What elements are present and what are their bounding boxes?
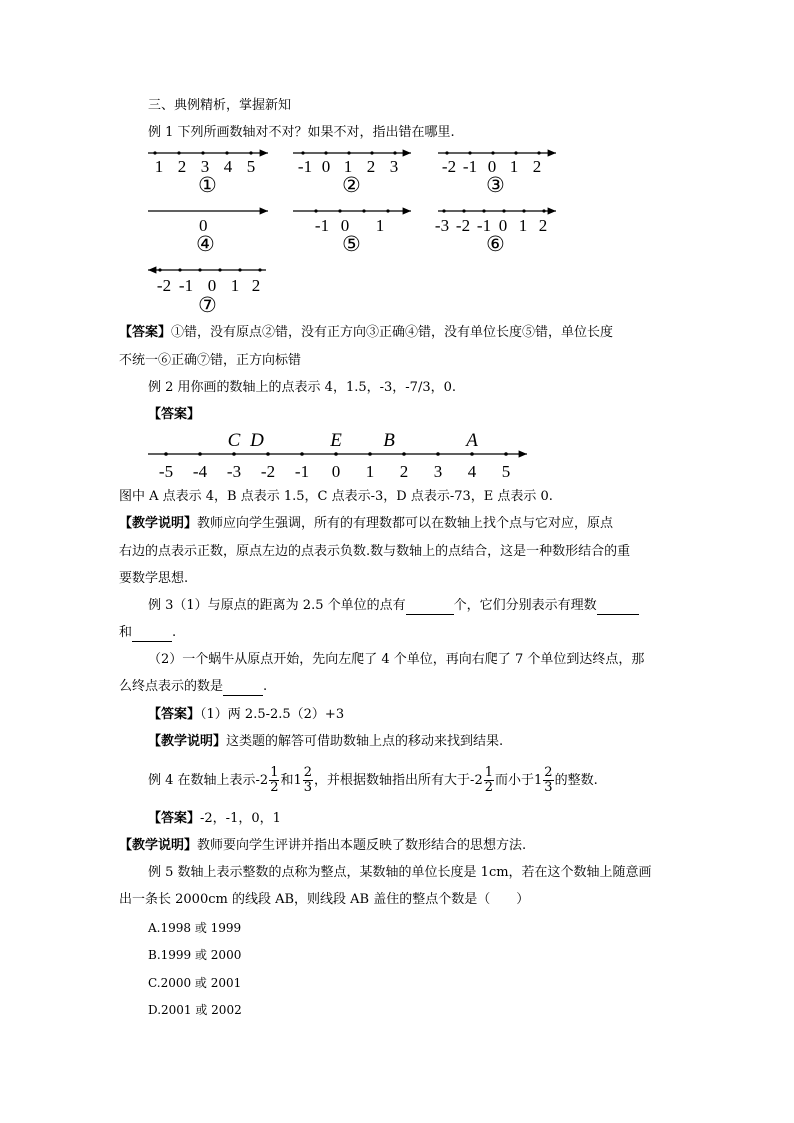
tick-dot [514, 151, 517, 154]
tick-dot [314, 209, 317, 212]
axis-tick-label: 3 [200, 157, 210, 176]
ex3-text-b: 个，它们分别表示有理数 [453, 598, 597, 613]
tick-dot [324, 151, 327, 154]
ex3-text-e: 么终点表示的数是 [119, 679, 224, 694]
option-c[interactable]: C.2000 或 2001 [148, 976, 242, 990]
point-label-B: B [383, 430, 395, 451]
axis-tick-label: 1 [343, 157, 353, 176]
example-2-caption: 图中 A 点表示 4，B 点表示 1.5，C 点表示-3，D 点表示-73，E 点表示 0. [119, 489, 553, 504]
axis-tick-label: 0 [207, 276, 217, 295]
axis-4 [148, 211, 268, 256]
tick-dot [266, 452, 270, 456]
tick-dot [218, 268, 221, 271]
axis-4-mark: ④ [196, 232, 215, 256]
axis-2-mark: ② [342, 173, 361, 197]
ex3-blank-3[interactable] [132, 627, 172, 642]
tick-label: 5 [501, 462, 511, 481]
note-1-line1 [119, 515, 613, 533]
tick-dot [393, 151, 396, 154]
fraction-2-3-b: $\frac{2}{3}$ [544, 765, 553, 795]
axis-1-mark: ① [198, 173, 217, 197]
tick-dot [232, 452, 236, 456]
tick-dot [542, 209, 545, 212]
answer-tag: 【答案】 [148, 811, 201, 826]
example-3-line2 [119, 624, 176, 642]
ex4-text-5: 的整数. [554, 773, 598, 788]
example-3-note [148, 733, 503, 751]
option-a[interactable]: A.1998 或 1999 [148, 921, 242, 935]
axis-tick-label: 1 [154, 157, 164, 176]
tick-dot [362, 209, 365, 212]
tick-dot [198, 268, 201, 271]
axis-tick-label: 2 [538, 216, 548, 235]
tick-label: 2 [399, 462, 409, 481]
ex3-text-a: 例 3（1）与原点的距离为 2.5 个单位的点有 [148, 598, 406, 613]
example-2-question: 例 2 用你画的数轴上的点表示 4，1.5，-3，-7/3，0. [148, 380, 456, 395]
axis-tick-label: 1 [230, 276, 240, 295]
axis-tick-label: -2 [441, 157, 457, 176]
tick-label: 1 [365, 462, 375, 481]
example-1-answer-line2: 不统一⑥正确⑦错，正方向标错 [119, 353, 302, 368]
axis-tick-label: -1 [297, 157, 313, 176]
axis-tick-label: 2 [366, 157, 376, 176]
answer-text: -2，-1，0，1 [200, 811, 281, 826]
axis-tick-label: 2 [532, 157, 542, 176]
option-b[interactable]: B.1999 或 2000 [148, 948, 242, 962]
axis-4-label: 0 [199, 216, 208, 235]
ex3-blank-1[interactable] [406, 600, 454, 615]
example-3-line4 [119, 678, 267, 696]
tick-dot [225, 151, 228, 154]
tick-label: 3 [433, 462, 443, 481]
axis-tick-label: -1 [476, 216, 492, 235]
tick-dot [370, 151, 373, 154]
tick-label: 0 [331, 462, 341, 481]
tick-dot [198, 452, 202, 456]
tick-dot [338, 209, 341, 212]
tick-dot [386, 209, 389, 212]
axis-5 [293, 209, 411, 256]
fraction-1-2-b: $\frac{1}{2}$ [484, 765, 493, 795]
example-3-line3: （2）一个蜗牛从原点开始，先向左爬了 4 个单位，再向右爬了 7 个单位到达终点，那 [148, 652, 645, 667]
note-tag: 【教学说明】 [119, 838, 198, 853]
tick-dot [537, 151, 540, 154]
axis-2 [293, 151, 411, 197]
note-text: 教师应向学生强调，所有的有理数都可以在数轴上找个点与它对应，原点 [197, 516, 614, 531]
tick-dot [436, 452, 440, 456]
example-5-line1: 例 5 数轴上表示整数的点称为整点，某数轴的单位长度是 1cm，若在这个数轴上随意画 [148, 865, 652, 880]
tick-label: -4 [192, 462, 208, 481]
example-2-number-line [0, 428, 794, 488]
ex4-text-4: 而小于1 [495, 773, 543, 788]
note-tag: 【教学说明】 [119, 516, 198, 531]
answer-text: ①错，没有原点②错，没有正方向③正确④错，没有单位长度⑤错，单位长度 [171, 325, 614, 340]
tick-dot [470, 452, 474, 456]
axis-6 [435, 209, 556, 256]
note-tag: 【教学说明】 [148, 734, 227, 749]
axis-tick-label: 1 [518, 216, 528, 235]
tick-dot [300, 452, 304, 456]
tick-label: 4 [467, 462, 477, 481]
example-5-line2: 出一条长 2000cm 的线段 AB，则线段 AB 盖住的整点个数是（ ） [119, 892, 530, 907]
axis-tick-label: 5 [246, 157, 256, 176]
tick-dot [462, 209, 465, 212]
ex3-blank-4[interactable] [223, 681, 263, 696]
axis-3 [438, 151, 556, 197]
axis-6-mark: ⑥ [486, 232, 505, 256]
tick-dot [504, 452, 508, 456]
example-1-answer-line1 [119, 324, 613, 342]
tick-label: -2 [260, 462, 276, 481]
tick-dot [468, 151, 471, 154]
tick-label: -5 [158, 462, 174, 481]
answer-text: （1）两 2.5-2.5（2）+3 [200, 707, 345, 722]
tick-dot [442, 209, 445, 212]
example-3-answer [148, 706, 344, 724]
tick-dot [445, 151, 448, 154]
axis-tick-label: 2 [177, 157, 187, 176]
note-1-line3: 要数学思想. [119, 571, 189, 586]
axis-tick-label: 3 [389, 157, 399, 176]
ex3-text-f: . [263, 679, 268, 694]
ex3-text-d: . [172, 625, 177, 640]
axis-tick-label: -2 [156, 276, 172, 295]
axis-tick-label: 0 [498, 216, 508, 235]
axis-tick-label: -1 [178, 276, 194, 295]
tick-dot [238, 268, 241, 271]
answer-tag: 【答案】 [119, 325, 172, 340]
example-4-answer [148, 810, 281, 828]
fraction-2-3: $\frac{2}{3}$ [303, 765, 313, 795]
axis-7 [148, 268, 266, 317]
point-label-A: A [466, 430, 478, 451]
axis-tick-label: 0 [321, 157, 331, 176]
example-3-line1 [148, 597, 639, 615]
tick-dot [334, 452, 338, 456]
tick-dot [153, 151, 156, 154]
axis-tick-label: -2 [455, 216, 471, 235]
note-text: 教师要向学生评讲并指出本题反映了数形结合的思想方法. [197, 838, 527, 853]
axis-tick-label: -1 [314, 216, 330, 235]
axis-tick-label: 4 [223, 157, 233, 176]
example-2-answer-tag: 【答案】 [148, 407, 201, 422]
axis-7-mark: ⑦ [198, 293, 217, 317]
axis-tick-label: -3 [434, 216, 450, 235]
answer-tag: 【答案】 [148, 707, 201, 722]
point-label-E: E [330, 430, 342, 451]
fraction-1-2: $\frac{1}{2}$ [270, 765, 279, 795]
axis-tick-label: 1 [375, 216, 385, 235]
axis-3-mark: ③ [486, 173, 505, 197]
tick-dot [301, 151, 304, 154]
example-1-figures [0, 0, 794, 330]
tick-dot [164, 452, 168, 456]
tick-dot [258, 268, 261, 271]
ex4-text-2: 和1 [280, 773, 302, 788]
example-1-question: 例 1 下列所画数轴对不对？如果不对，指出错在哪里. [148, 125, 455, 140]
tick-dot [482, 209, 485, 212]
tick-label: -3 [226, 462, 242, 481]
tick-dot [249, 151, 252, 154]
section-title: 三、典例精析，掌握新知 [148, 98, 292, 113]
axis-tick-label: 0 [340, 216, 350, 235]
tick-dot [502, 209, 505, 212]
option-d[interactable]: D.2001 或 2002 [148, 1003, 242, 1017]
tick-dot [491, 151, 494, 154]
axis-1 [148, 151, 268, 197]
tick-dot [158, 268, 161, 271]
axis-tick-label: 1 [509, 157, 519, 176]
tick-dot [178, 268, 181, 271]
example-4-question [148, 764, 598, 798]
ex4-text-3: ，并根据数轴指出所有大于-2 [314, 773, 483, 788]
tick-dot [201, 151, 204, 154]
axis-tick-label: -1 [462, 157, 478, 176]
tick-label: -1 [294, 462, 310, 481]
axis-5-mark: ⑤ [342, 232, 361, 256]
ex3-text-c: 和 [119, 625, 133, 640]
tick-dot [522, 209, 525, 212]
tick-dot [402, 452, 406, 456]
tick-dot [347, 151, 350, 154]
note-1-line2: 右边的点表示正数，原点左边的点表示负数.数与数轴上的点结合，这是一种数形结合的重 [119, 544, 631, 559]
point-label-D: D [250, 430, 264, 451]
ex4-text-1: 例 4 在数轴上表示-2 [148, 773, 269, 788]
axis-tick-label: 2 [251, 276, 261, 295]
tick-dot [368, 452, 372, 456]
note-text: 这类题的解答可借助数轴上点的移动来找到结果. [226, 734, 504, 749]
ex3-blank-2[interactable] [597, 600, 639, 615]
tick-dot [177, 151, 180, 154]
axis-tick-label: 0 [487, 157, 497, 176]
point-label-C: C [227, 430, 241, 451]
example-4-note [119, 837, 526, 855]
